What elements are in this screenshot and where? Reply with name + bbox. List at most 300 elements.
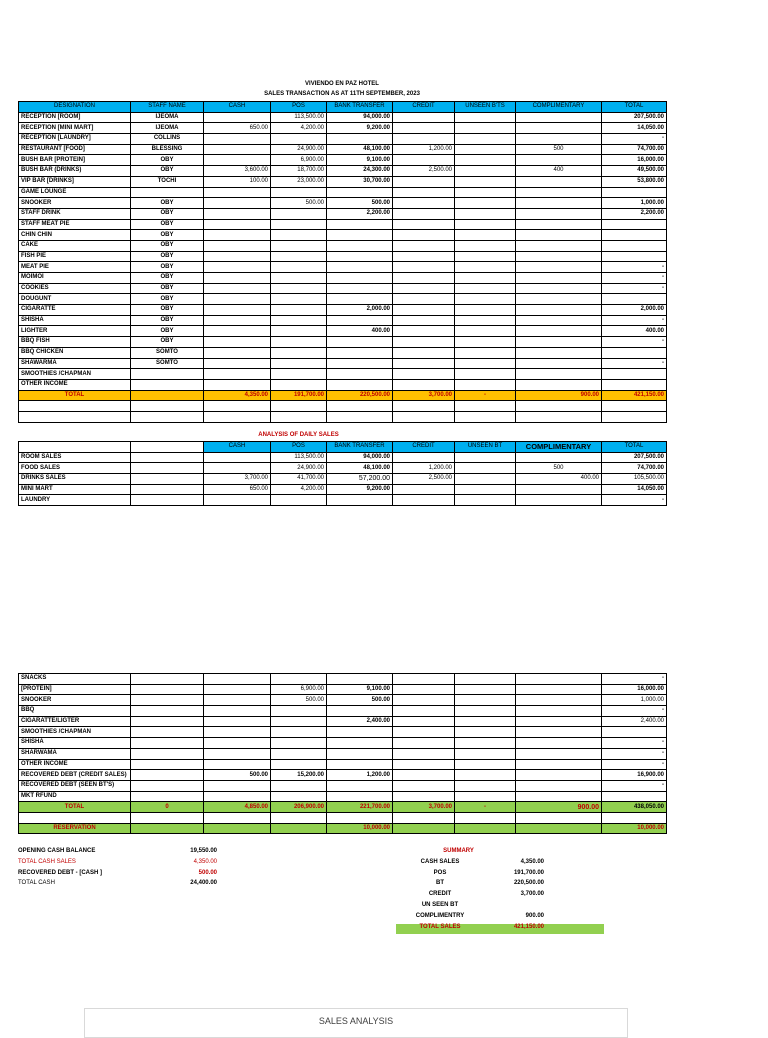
- credit-cell: [393, 379, 455, 390]
- pos-cell: 6,900.00: [271, 155, 327, 166]
- sales-transaction-table: [18, 101, 667, 423]
- breakdown-designation: SMOOTHIES /CHAPMAN: [19, 727, 131, 738]
- staff-name-cell: OBY: [131, 166, 204, 177]
- breakdown-cash: [204, 674, 271, 685]
- table-row: [19, 144, 667, 155]
- breakdown-cash: 500.00: [204, 770, 271, 781]
- empty-cell: [393, 812, 455, 823]
- empty-cell: [271, 401, 327, 412]
- total-pos: 191,700.00: [271, 390, 327, 401]
- credit-cell: [393, 369, 455, 380]
- total-cell: -: [602, 315, 667, 326]
- staff-name-cell: OBY: [131, 240, 204, 251]
- staff-name-cell: OBY: [131, 305, 204, 316]
- analysis-column-header: UNSEEN BT: [455, 442, 516, 453]
- breakdown-unseen: [455, 738, 516, 749]
- cash-cell: [204, 369, 271, 380]
- table-row: [19, 369, 667, 380]
- breakdown-designation: OTHER INCOME: [19, 759, 131, 770]
- table-row: [19, 358, 667, 369]
- breakdown-cash: [204, 759, 271, 770]
- breakdown-comp: [516, 727, 602, 738]
- analysis-bt: 48,100.00: [327, 463, 393, 474]
- total-cell: [602, 294, 667, 305]
- designation-cell: CAKE: [19, 240, 131, 251]
- total-cash-value: 24,400.00: [190, 880, 217, 887]
- total-cash-sales-value: 4,350.00: [193, 858, 217, 865]
- breakdown-row: [19, 791, 667, 802]
- total-cell: 2,200.00: [602, 208, 667, 219]
- cash-cell: 650.00: [204, 123, 271, 134]
- unseen-cell: [455, 240, 516, 251]
- breakdown-unseen: [455, 716, 516, 727]
- credit-cell: [393, 155, 455, 166]
- summary-pos-label: POS: [433, 869, 447, 876]
- breakdown-bt: [327, 791, 393, 802]
- recovered-debt-value: 500.00: [198, 869, 217, 876]
- bank-transfer-cell: [327, 283, 393, 294]
- breakdown-unseen: [455, 770, 516, 781]
- total-cell: [602, 379, 667, 390]
- empty-cell: [19, 401, 131, 412]
- complimentary-cell: [516, 198, 602, 209]
- column-header: STAFF NAME: [131, 102, 204, 113]
- analysis-pos: 24,900.00: [271, 463, 327, 474]
- analysis-cash: 3,700.00: [204, 474, 271, 485]
- breakdown-comp: [516, 748, 602, 759]
- bank-transfer-cell: [327, 240, 393, 251]
- unseen-cell: [455, 219, 516, 230]
- breakdown-row: [19, 674, 667, 685]
- complimentary-cell: [516, 283, 602, 294]
- analysis-cash: [204, 452, 271, 463]
- table-row: [19, 123, 667, 134]
- breakdown-staff: [131, 695, 204, 706]
- credit-cell: [393, 219, 455, 230]
- complimentary-cell: [516, 134, 602, 145]
- unseen-cell: [455, 208, 516, 219]
- pos-cell: [271, 283, 327, 294]
- analysis-unseen: [455, 495, 516, 506]
- cash-cell: [204, 240, 271, 251]
- designation-cell: SHAWARMA: [19, 358, 131, 369]
- summary-title: SUMMARY: [443, 848, 474, 854]
- designation-cell: RESTAURANT [FOOD]: [19, 144, 131, 155]
- total-bt: 220,500.00: [327, 390, 393, 401]
- cash-cell: [204, 379, 271, 390]
- empty-cell: [131, 401, 204, 412]
- pos-cell: 24,900.00: [271, 144, 327, 155]
- analysis-column-header: POS: [271, 442, 327, 453]
- breakdown-row: [19, 695, 667, 706]
- bank-transfer-cell: 30,700.00: [327, 176, 393, 187]
- designation-cell: RECEPTION [ROOM]: [19, 112, 131, 123]
- designation-cell: BBQ CHICKEN: [19, 347, 131, 358]
- cash-cell: [204, 358, 271, 369]
- breakdown-total: -: [602, 738, 667, 749]
- analysis-comp: [516, 452, 602, 463]
- credit-cell: [393, 347, 455, 358]
- unseen-cell: [455, 198, 516, 209]
- breakdown-cash: [204, 695, 271, 706]
- total-cell: 1,000.00: [602, 198, 667, 209]
- reservation-cash: [204, 823, 271, 834]
- cash-cell: [204, 347, 271, 358]
- empty-cell: [516, 401, 602, 412]
- complimentary-cell: 500: [516, 144, 602, 155]
- cash-cell: [204, 315, 271, 326]
- staff-name-cell: OBY: [131, 337, 204, 348]
- staff-cell: [131, 390, 204, 401]
- column-header: BANK TRANSFER: [327, 102, 393, 113]
- pos-cell: 18,700.00: [271, 166, 327, 177]
- bank-transfer-cell: [327, 358, 393, 369]
- complimentary-cell: [516, 208, 602, 219]
- credit-cell: [393, 251, 455, 262]
- table-row: [19, 273, 667, 284]
- empty-cell: [204, 812, 271, 823]
- unseen-cell: [455, 337, 516, 348]
- breakdown-comp: [516, 780, 602, 791]
- bank-transfer-cell: 94,000.00: [327, 112, 393, 123]
- cash-cell: [204, 187, 271, 198]
- grand-total-cash: 4,850.00: [204, 802, 271, 813]
- breakdown-staff: [131, 748, 204, 759]
- unseen-cell: [455, 273, 516, 284]
- breakdown-staff: [131, 738, 204, 749]
- designation-cell: CHIN CHIN: [19, 230, 131, 241]
- breakdown-designation: [PROTEIN]: [19, 684, 131, 695]
- breakdown-comp: [516, 706, 602, 717]
- summary-total-label: TOTAL SALES: [419, 923, 461, 930]
- designation-cell: BUSH BAR [PROTEIN]: [19, 155, 131, 166]
- analysis-unseen: [455, 463, 516, 474]
- summary-bt-label: BT: [436, 880, 444, 887]
- complimentary-cell: [516, 219, 602, 230]
- analysis-staff: [131, 484, 204, 495]
- grand-total-row: [19, 802, 667, 813]
- breakdown-total: -: [602, 780, 667, 791]
- designation-cell: MEAT PIE: [19, 262, 131, 273]
- breakdown-total: [602, 727, 667, 738]
- empty-cell: [602, 812, 667, 823]
- unseen-cell: [455, 251, 516, 262]
- column-header: TOTAL: [602, 102, 667, 113]
- table-row: [19, 198, 667, 209]
- credit-cell: [393, 337, 455, 348]
- unseen-cell: [455, 326, 516, 337]
- designation-cell: MOIMOI: [19, 273, 131, 284]
- summary-bt-value: 220,500.00: [513, 880, 544, 887]
- cash-cell: [204, 305, 271, 316]
- bank-transfer-cell: 2,200.00: [327, 208, 393, 219]
- total-cell: [602, 187, 667, 198]
- empty-cell: [327, 411, 393, 422]
- breakdown-staff: [131, 706, 204, 717]
- credit-cell: [393, 326, 455, 337]
- unseen-cell: [455, 358, 516, 369]
- total-cell: 207,500.00: [602, 112, 667, 123]
- pos-cell: [271, 251, 327, 262]
- pos-cell: [271, 337, 327, 348]
- total-row: [19, 390, 667, 401]
- total-total: 421,150.00: [602, 390, 667, 401]
- breakdown-staff: [131, 780, 204, 791]
- pos-cell: [271, 294, 327, 305]
- breakdown-cash: [204, 780, 271, 791]
- empty-cell: [204, 411, 271, 422]
- analysis-total: 14,050.00: [602, 484, 667, 495]
- table-row: [19, 176, 667, 187]
- analysis-column-header: CASH: [204, 442, 271, 453]
- analysis-row: [19, 452, 667, 463]
- breakdown-unseen: [455, 791, 516, 802]
- reservation-unseen: [455, 823, 516, 834]
- breakdown-credit: [393, 770, 455, 781]
- pos-cell: [271, 219, 327, 230]
- column-header: CREDIT: [393, 102, 455, 113]
- analysis-credit: 2,500.00: [393, 474, 455, 485]
- total-cell: [602, 369, 667, 380]
- complimentary-cell: [516, 337, 602, 348]
- staff-name-cell: SOMTO: [131, 347, 204, 358]
- reservation-bt: 10,000.00: [327, 823, 393, 834]
- breakdown-staff: [131, 727, 204, 738]
- designation-cell: RECEPTION [LAUNDRY]: [19, 134, 131, 145]
- total-cell: -: [602, 337, 667, 348]
- column-header: COMPLIMENTARY: [516, 102, 602, 113]
- breakdown-pos: [271, 706, 327, 717]
- analysis-row: [19, 463, 667, 474]
- table-row: [19, 208, 667, 219]
- staff-name-cell: BLESSING: [131, 144, 204, 155]
- pos-cell: 113,500.00: [271, 112, 327, 123]
- analysis-bt: [327, 495, 393, 506]
- staff-name-cell: OBY: [131, 208, 204, 219]
- credit-cell: [393, 273, 455, 284]
- breakdown-comp: [516, 738, 602, 749]
- cash-cell: [204, 230, 271, 241]
- column-header: POS: [271, 102, 327, 113]
- breakdown-cash: [204, 716, 271, 727]
- summary-unseen-label: UN SEEN BT: [421, 901, 459, 908]
- breakdown-staff: [131, 770, 204, 781]
- staff-name-cell: OBY: [131, 198, 204, 209]
- cash-cell: [204, 208, 271, 219]
- analysis-designation: LAUNDRY: [19, 495, 131, 506]
- breakdown-row: [19, 716, 667, 727]
- complimentary-cell: 400: [516, 166, 602, 177]
- cash-cell: [204, 294, 271, 305]
- breakdown-bt: [327, 706, 393, 717]
- analysis-cash: [204, 463, 271, 474]
- designation-cell: STAFF MEAT PIE: [19, 219, 131, 230]
- staff-name-cell: IJEOMA: [131, 112, 204, 123]
- breakdown-total: 16,000.00: [602, 684, 667, 695]
- staff-name-cell: TOCHI: [131, 176, 204, 187]
- grand-total-unseen: -: [455, 802, 516, 813]
- designation-cell: SHISHA: [19, 315, 131, 326]
- breakdown-cash: [204, 727, 271, 738]
- breakdown-unseen: [455, 684, 516, 695]
- breakdown-comp: [516, 770, 602, 781]
- analysis-staff: [131, 495, 204, 506]
- unseen-cell: [455, 112, 516, 123]
- analysis-pos: 113,500.00: [271, 452, 327, 463]
- breakdown-bt: [327, 748, 393, 759]
- bank-transfer-cell: [327, 369, 393, 380]
- empty-cell: [327, 812, 393, 823]
- column-header: CASH: [204, 102, 271, 113]
- column-header: DESIGNATION: [19, 102, 131, 113]
- analysis-credit: 1,200.00: [393, 463, 455, 474]
- grand-total-total: 438,050.00: [602, 802, 667, 813]
- complimentary-cell: [516, 305, 602, 316]
- pos-cell: [271, 369, 327, 380]
- cash-cell: [204, 144, 271, 155]
- total-comp: 900.00: [516, 390, 602, 401]
- cash-cell: [204, 251, 271, 262]
- breakdown-staff: [131, 674, 204, 685]
- cash-cell: [204, 198, 271, 209]
- analysis-credit: [393, 452, 455, 463]
- staff-name-cell: COLLINS: [131, 134, 204, 145]
- total-cell: [602, 219, 667, 230]
- reservation-pos: [271, 823, 327, 834]
- breakdown-staff: [131, 759, 204, 770]
- empty-cell: [131, 411, 204, 422]
- complimentary-cell: [516, 251, 602, 262]
- breakdown-total: -: [602, 706, 667, 717]
- complimentary-cell: [516, 273, 602, 284]
- complimentary-cell: [516, 240, 602, 251]
- breakdown-pos: 15,200.00: [271, 770, 327, 781]
- unseen-cell: [455, 155, 516, 166]
- breakdown-cash: [204, 791, 271, 802]
- total-cell: -: [602, 134, 667, 145]
- blank-header: [19, 442, 131, 453]
- breakdown-bt: [327, 727, 393, 738]
- pos-cell: [271, 379, 327, 390]
- pos-cell: 500.00: [271, 198, 327, 209]
- analysis-designation: DRINKS SALES: [19, 474, 131, 485]
- designation-cell: RECEPTION [MINI MART]: [19, 123, 131, 134]
- opening-cash-value: 19,550.00: [190, 848, 217, 854]
- empty-cell: [131, 812, 204, 823]
- bank-transfer-cell: 24,300.00: [327, 166, 393, 177]
- breakdown-row: [19, 780, 667, 791]
- unseen-cell: [455, 166, 516, 177]
- breakdown-pos: [271, 748, 327, 759]
- analysis-credit: [393, 495, 455, 506]
- unseen-cell: [455, 230, 516, 241]
- breakdown-pos: [271, 727, 327, 738]
- breakdown-credit: [393, 727, 455, 738]
- analysis-bt: 57,200.00: [327, 474, 393, 485]
- pos-cell: [271, 305, 327, 316]
- reservation-comp: [516, 823, 602, 834]
- summary-total-value: 421,150.00: [513, 923, 544, 930]
- pos-cell: [271, 358, 327, 369]
- designation-cell: CIGARATTE: [19, 305, 131, 316]
- designation-cell: LIGHTER: [19, 326, 131, 337]
- breakdown-credit: [393, 791, 455, 802]
- analysis-column-header: BANK TRANSFER: [327, 442, 393, 453]
- empty-cell: [516, 812, 602, 823]
- grand-total-bt: 221,700.00: [327, 802, 393, 813]
- complimentary-cell: [516, 112, 602, 123]
- summary-comp-label: COMPLIMENTRY: [415, 912, 465, 919]
- designation-cell: SNOOKER: [19, 198, 131, 209]
- staff-name-cell: OBY: [131, 155, 204, 166]
- summary-credit-value: 3,700.00: [520, 891, 544, 898]
- breakdown-row: [19, 748, 667, 759]
- staff-name-cell: SOMTO: [131, 358, 204, 369]
- total-cell: 74,700.00: [602, 144, 667, 155]
- table-row: [19, 166, 667, 177]
- empty-cell: [393, 411, 455, 422]
- bank-transfer-cell: [327, 262, 393, 273]
- breakdown-row: [19, 727, 667, 738]
- complimentary-cell: [516, 358, 602, 369]
- cash-cell: 3,600.00: [204, 166, 271, 177]
- staff-name-cell: OBY: [131, 315, 204, 326]
- designation-cell: GAME LOUNGE: [19, 187, 131, 198]
- breakdown-bt: [327, 759, 393, 770]
- grand-total-staff: 0: [131, 802, 204, 813]
- analysis-unseen: [455, 452, 516, 463]
- total-cell: 49,500.00: [602, 166, 667, 177]
- complimentary-cell: [516, 326, 602, 337]
- table-row: [19, 112, 667, 123]
- breakdown-designation: SNACKS: [19, 674, 131, 685]
- breakdown-comp: [516, 716, 602, 727]
- total-cell: [602, 240, 667, 251]
- analysis-unseen: [455, 484, 516, 495]
- staff-name-cell: OBY: [131, 230, 204, 241]
- total-credit: 3,700.00: [393, 390, 455, 401]
- reservation-total: 10,000.00: [602, 823, 667, 834]
- bank-transfer-cell: [327, 251, 393, 262]
- bank-transfer-cell: 500.00: [327, 198, 393, 209]
- breakdown-unseen: [455, 727, 516, 738]
- bank-transfer-cell: [327, 294, 393, 305]
- grand-total-credit: 3,700.00: [393, 802, 455, 813]
- unseen-cell: [455, 262, 516, 273]
- complimentary-cell: [516, 155, 602, 166]
- hotel-name: VIVIENDO EN PAZ HOTEL: [305, 81, 379, 87]
- table-row: [19, 240, 667, 251]
- analysis-table: [18, 441, 667, 506]
- breakdown-pos: [271, 716, 327, 727]
- opening-cash-label: OPENING CASH BALANCE: [18, 848, 96, 854]
- pos-cell: 23,000.00: [271, 176, 327, 187]
- analysis-staff: [131, 452, 204, 463]
- breakdown-unseen: [455, 674, 516, 685]
- bank-transfer-cell: 9,200.00: [327, 123, 393, 134]
- analysis-credit: [393, 484, 455, 495]
- analysis-designation: FOOD SALES: [19, 463, 131, 474]
- total-cell: -: [602, 358, 667, 369]
- table-row: [19, 337, 667, 348]
- cash-cell: [204, 262, 271, 273]
- designation-cell: BUSH BAR (DRINKS): [19, 166, 131, 177]
- unseen-cell: [455, 176, 516, 187]
- credit-cell: [393, 305, 455, 316]
- breakdown-comp: [516, 759, 602, 770]
- staff-name-cell: [131, 369, 204, 380]
- bank-transfer-cell: [327, 230, 393, 241]
